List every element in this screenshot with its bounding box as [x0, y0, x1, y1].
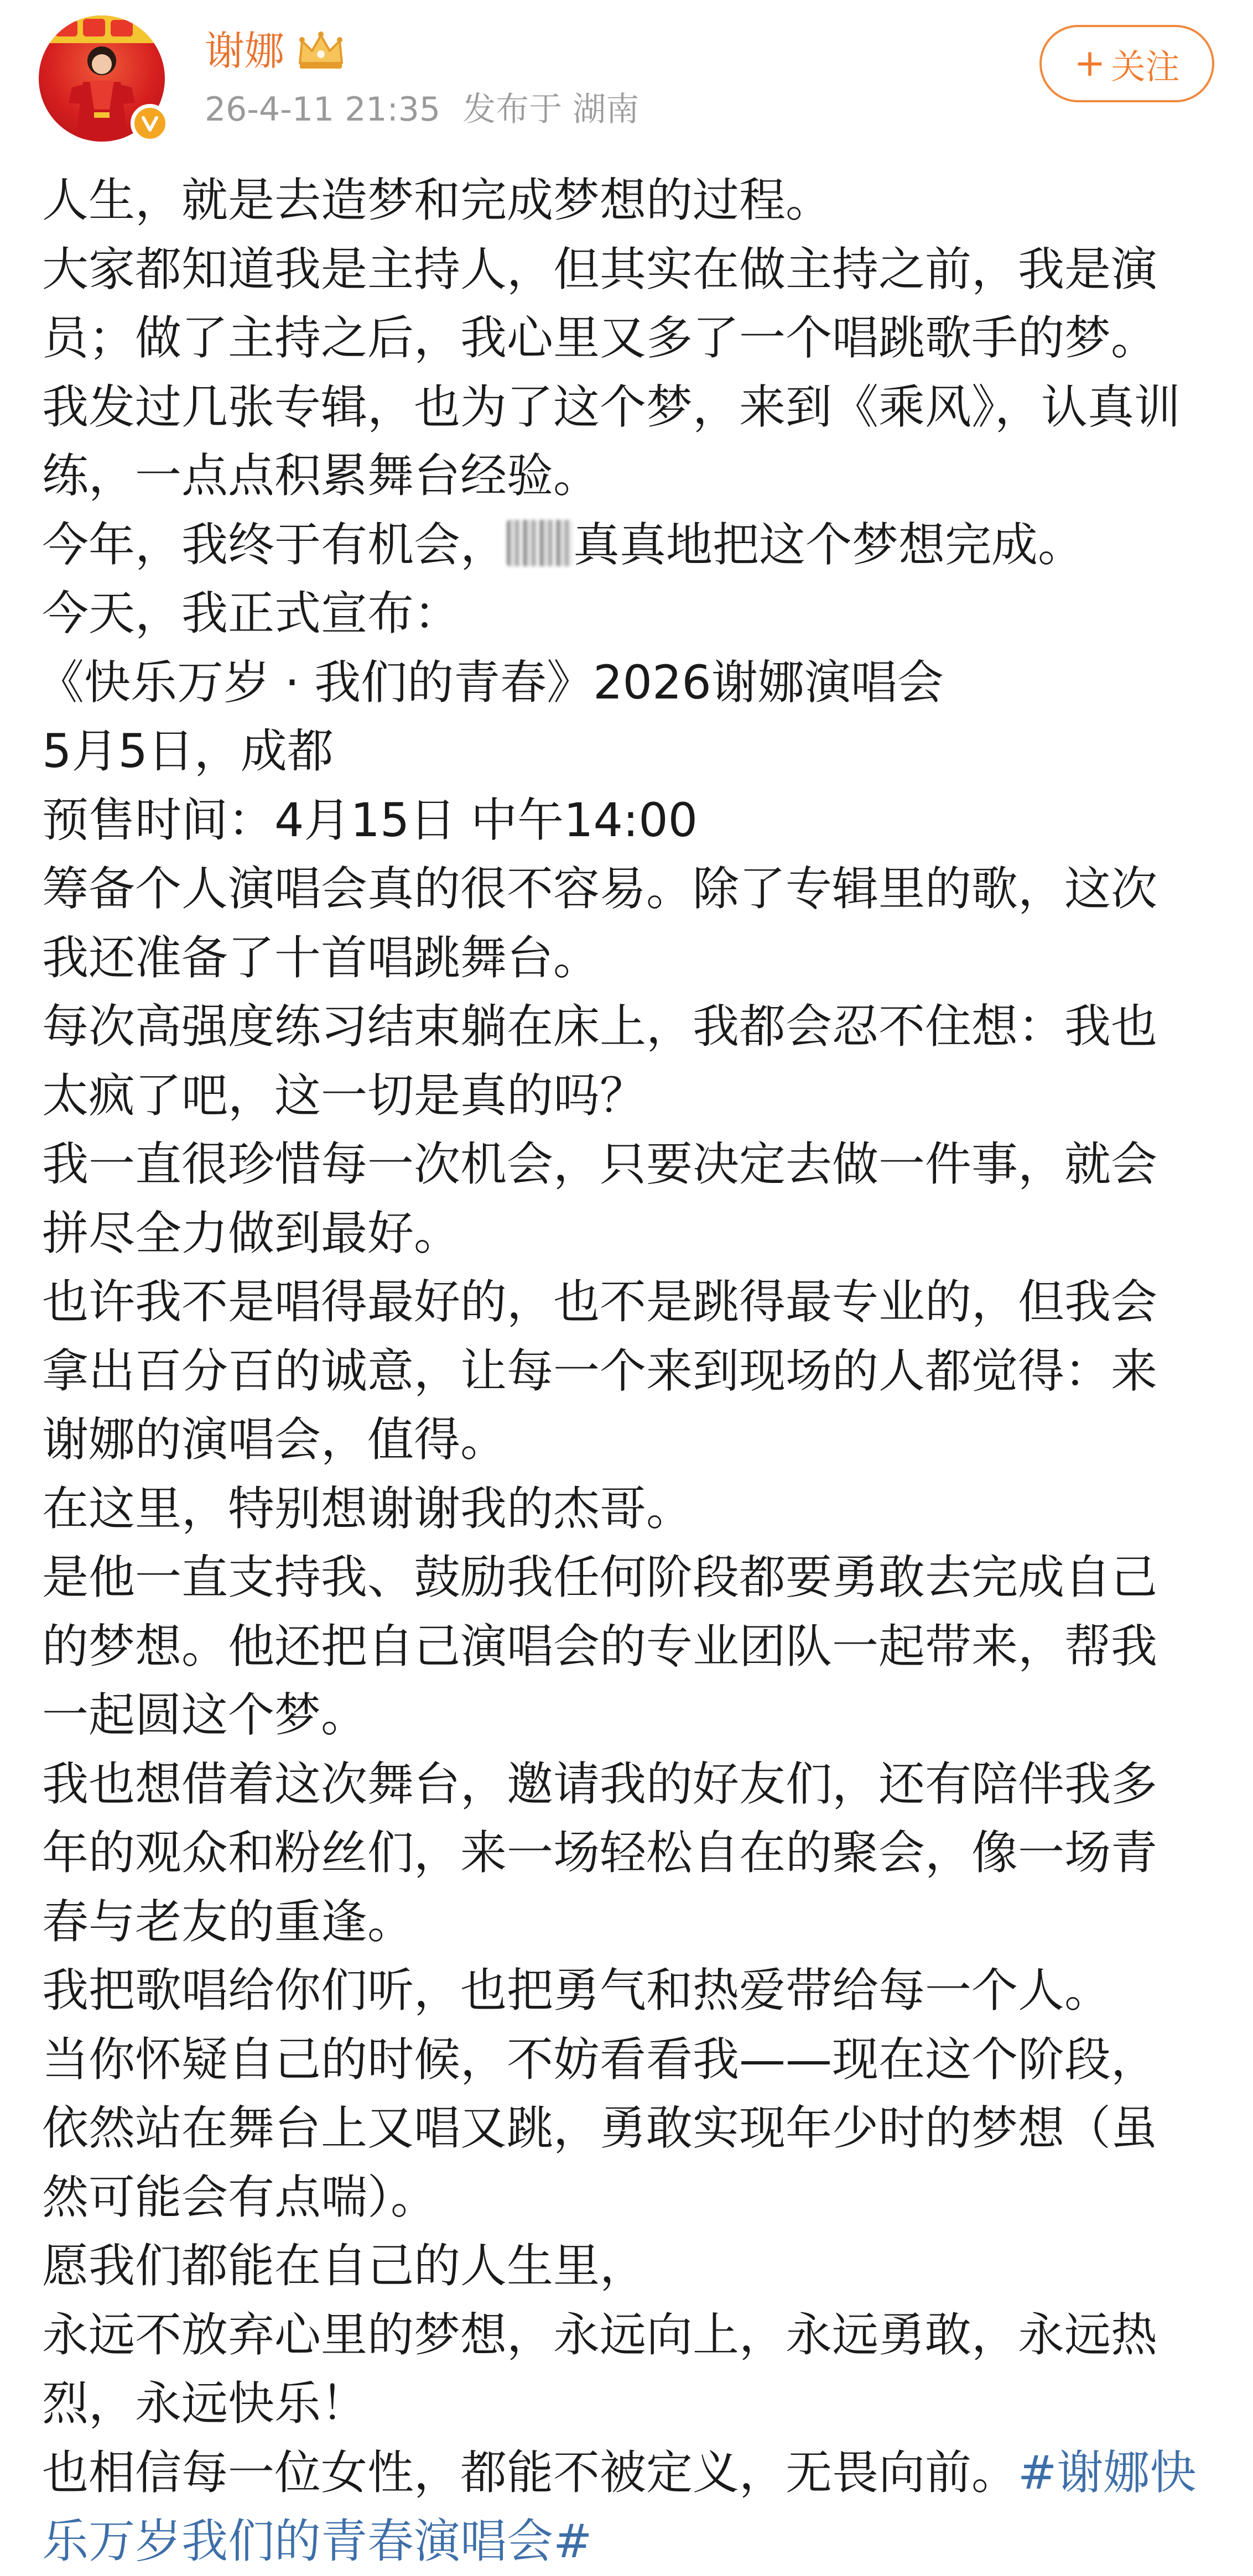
hashtag-link[interactable]: #谢娜快	[1018, 2445, 1197, 2500]
content-text: 今年，我终于有机会，	[42, 517, 507, 572]
content-line: 预售时间：4月15日 中午14:00	[42, 792, 698, 847]
content-line: 也许我不是唱得最好的，也不是跳得最专业的，但我会	[42, 1275, 1158, 1329]
post-time: 26-4-11 21:35	[205, 90, 441, 129]
content-text: 也相信每一位女性，都能不被定义，无畏向前。	[42, 2445, 1018, 2500]
content-line: 员；做了主持之后，我心里又多了一个唱跳歌手的梦。	[42, 311, 1158, 365]
content-line: 我把歌唱给你们听，也把勇气和热爱带给每一个人。	[42, 1963, 1111, 2017]
content-line: 大家都知道我是主持人，但其实在做主持之前，我是演	[42, 242, 1158, 296]
post-location: 发布于 湖南	[462, 90, 640, 129]
content-line: 今天，我正式宣布：	[42, 586, 461, 640]
content-line: 我也想借着这次舞台，邀请我的好友们，还有陪伴我多	[42, 1756, 1158, 1811]
content-line: 练，一点点积累舞台经验。	[42, 449, 600, 503]
content-line: 谢娜的演唱会，值得。	[42, 1412, 507, 1467]
avatar[interactable]	[39, 15, 165, 142]
content-line: 愿我们都能在自己的人生里，	[42, 2239, 647, 2293]
content-line	[42, 510, 1220, 580]
content-line: 是他一直支持我、鼓励我任何阶段都要勇敢去完成自己	[42, 1550, 1158, 1604]
content-line: 烈，永远快乐！	[42, 2376, 368, 2431]
content-line: 筹备个人演唱会真的很不容易。除了专辑里的歌，这次	[42, 862, 1158, 916]
content-line: 然可能会有点喘）。	[42, 2170, 438, 2224]
content-line: 每次高强度练习结束躺在床上，我都会忍不住想：我也	[42, 999, 1158, 1054]
content-line: 拼尽全力做到最好。	[42, 1206, 461, 1260]
content-line	[42, 2507, 1220, 2576]
content-line	[42, 2438, 1220, 2507]
content-line: 当你怀疑自己的时候，不妨看看我——现在这个阶段，	[42, 2032, 1158, 2087]
hashtag-link[interactable]: 乐万岁我们的青春演唱会#	[42, 2514, 592, 2568]
follow-label: 关注	[1111, 46, 1180, 87]
follow-button[interactable]	[1039, 25, 1214, 102]
user-name-row	[205, 23, 347, 79]
content-line: 在这里，特别想谢谢我的杰哥。	[42, 1481, 693, 1536]
post-content	[38, 166, 1220, 2576]
content-line: 年的观众和粉丝们，来一场轻松自在的聚会，像一场青	[42, 1826, 1158, 1880]
content-line: 我还准备了十首唱跳舞台。	[42, 930, 600, 985]
content-text: 真真地把这个梦想完成。	[573, 517, 1085, 572]
content-line: 春与老友的重逢。	[42, 1894, 414, 1949]
redacted-text	[507, 520, 573, 566]
content-line: 拿出百分百的诚意，让每一个来到现场的人都觉得：来	[42, 1343, 1158, 1398]
content-line: 人生，就是去造梦和完成梦想的过程。	[42, 173, 833, 227]
content-line: 一起圆这个梦。	[42, 1688, 368, 1742]
content-line: 《快乐万岁 · 我们的青春》2026谢娜演唱会	[38, 655, 944, 710]
user-name[interactable]: 谢娜	[205, 28, 285, 74]
post-meta	[205, 87, 639, 132]
content-line: 5月5日，成都	[42, 724, 334, 778]
content-line: 我一直很珍惜每一次机会，只要决定去做一件事，就会	[42, 1137, 1158, 1191]
crown-badge-icon[interactable]	[294, 29, 347, 73]
plus-icon: +	[1074, 41, 1106, 85]
content-line: 太疯了吧，这一切是真的吗？	[42, 1068, 647, 1123]
verified-v-icon	[131, 104, 169, 143]
content-line: 的梦想。他还把自己演唱会的专业团队一起带来，帮我	[42, 1619, 1158, 1673]
post-header	[39, 11, 1214, 144]
content-line: 永远不放弃心里的梦想，永远向上，永远勇敢，永远热	[42, 2307, 1158, 2362]
content-line: 我发过几张专辑，也为了这个梦，来到《乘风》，认真训	[42, 379, 1181, 434]
content-line: 依然站在舞台上又唱又跳，勇敢实现年少时的梦想（虽	[42, 2101, 1158, 2155]
